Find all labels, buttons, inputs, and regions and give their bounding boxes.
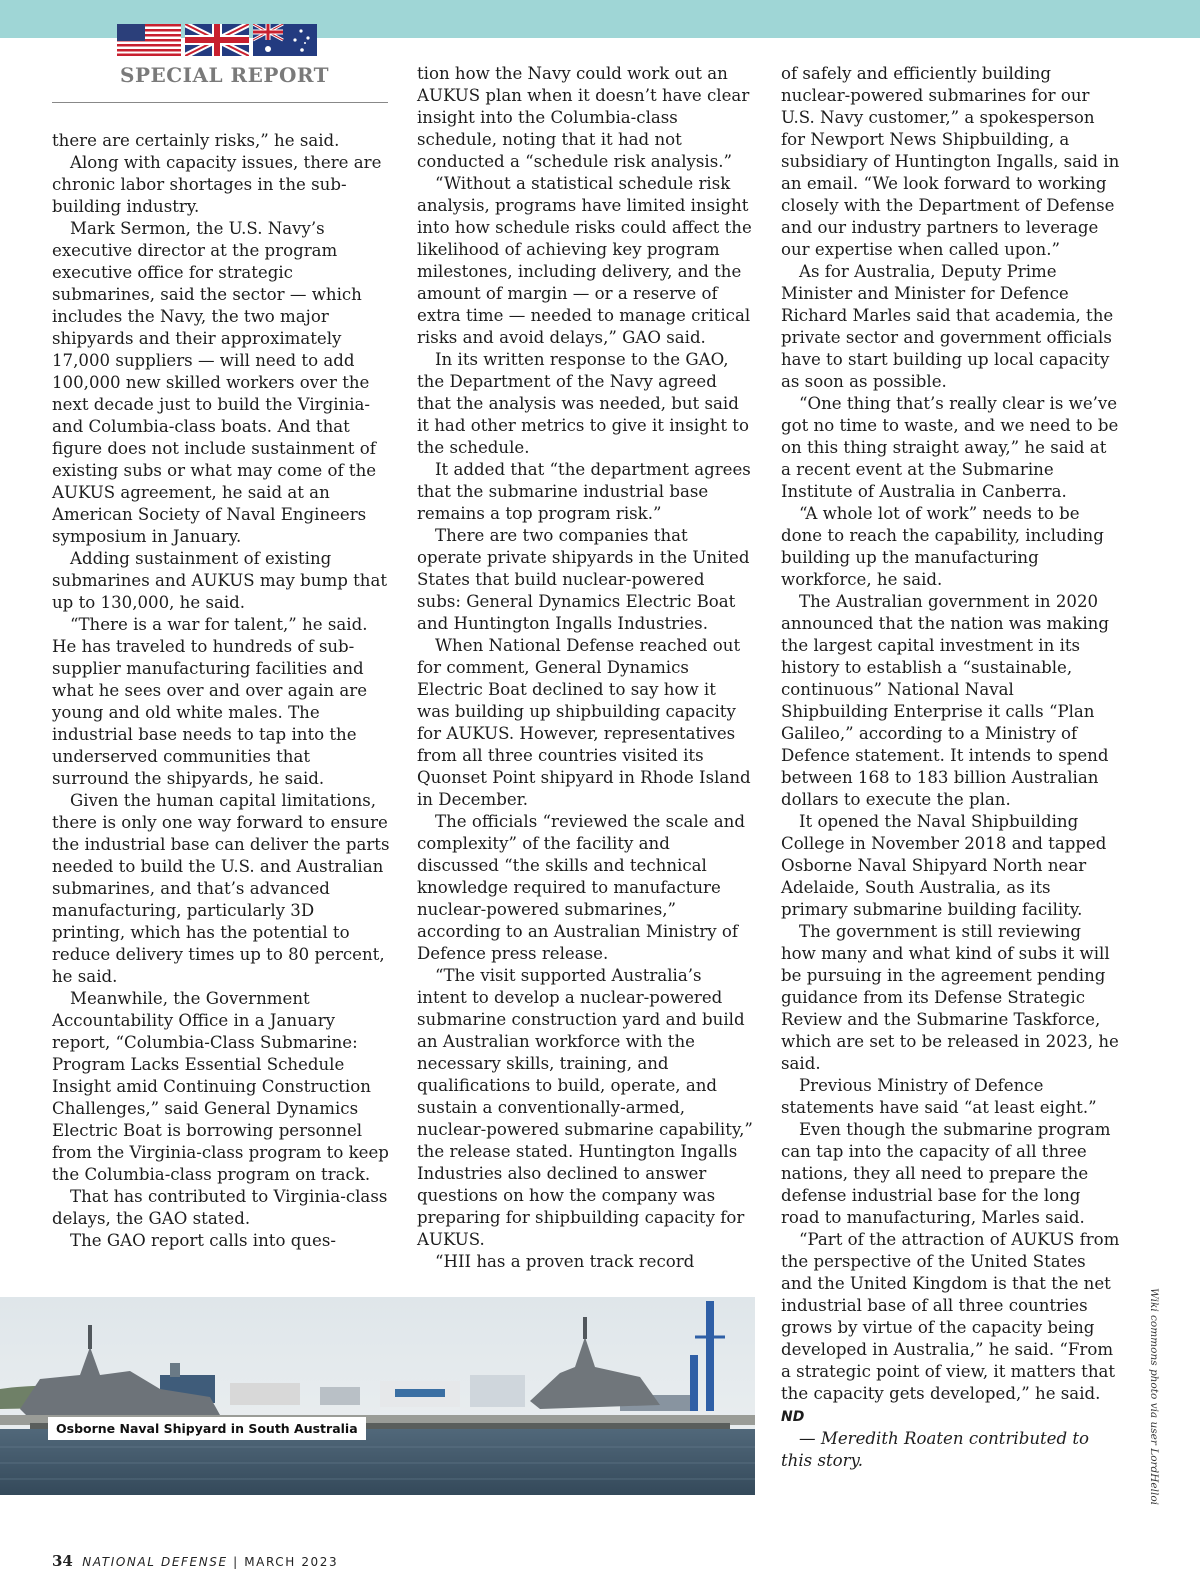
article-column-1: [52, 130, 390, 1252]
final-paragraph-text: “Part of the attraction of AUKUS from the perspective of the United States and the United Kingdom is that the net industrial base of all three countries grows by virtue of the capacity being developed in Australia,” he said. “From a strategic point of view, it matters that the capacity gets developed,” he said.: [781, 1230, 1120, 1403]
footer-separator: |: [233, 1555, 239, 1569]
paragraph: Previous Ministry of Defence statements have said “at least eight.”: [781, 1076, 1097, 1117]
paragraph: tion how the Navy could work out an AUKUS plan when it doesn’t have clear insight into the Columbia-class schedule, noting that it had not conducted a “schedule risk analysis.”: [417, 64, 750, 171]
paragraph: The Australian government in 2020 announced that the nation was making the largest capital investment in its history to establish a “sustainable, continuous” National Naval Shipbuilding Enterprise it calls “Plan Galileo,” according to a Ministry of Defence statement. It intends to spend between 168 to 183 billion Australian dollars to execute the plan.: [781, 592, 1109, 809]
section-divider: [52, 102, 388, 103]
article-column-3: [781, 63, 1121, 1472]
shipyard-photo: [0, 1297, 755, 1495]
paragraph: Given the human capital limitations, there is only one way forward to ensure the industrial base can deliver the parts needed to build the U.S. and Australian submarines, and that’s advanced manufacturing, particularly 3D printing, which has the potential to reduce delivery times up to 80 percent, he said.: [52, 791, 390, 986]
page-footer: [52, 1552, 338, 1570]
flag-strip: [117, 24, 317, 56]
article-column-2: [417, 63, 753, 1273]
photo-credit: Wiki commons photo via user LordHelloi: [1148, 1288, 1160, 1506]
paragraph: of safely and efficiently building nuclear-powered submarines for our U.S. Navy customer,” a spokesperson for Newport News Shipbuilding, a subsidiary of Huntington Ingalls, said in an email. “We look forward to working closely with the Department of Defense and our industry partners to leverage our expertise when called upon.”: [781, 64, 1120, 259]
paragraph: “HII has a proven track record: [435, 1252, 695, 1271]
paragraph: “One thing that’s really clear is we’ve got no time to waste, and we need to be on this thing straight away,” he said at a recent event at the Submarine Institute of Australia in Canberra.: [781, 394, 1119, 501]
section-title: SPECIAL REPORT: [120, 63, 330, 87]
paragraph: “A whole lot of work” needs to be done to reach the capability, including building up the manufacturing workforce, he said.: [781, 504, 1104, 589]
paragraph: “The visit supported Australia’s intent to develop a nuclear-powered submarine construction yard and build an Australian workforce with the necessary skills, training, and qualifications to build, operate, and sustain a conventionally-armed, nuclear-powered submarine capability,” the release stated. Huntington Ingalls Industries also declined to answer questions on how the company was preparing for shipbuilding capacity for AUKUS.: [417, 966, 753, 1249]
end-mark: ND: [781, 1409, 805, 1425]
shipyard-scene: [0, 1297, 755, 1495]
paragraph: there are certainly risks,” he said.: [52, 131, 340, 150]
paragraph: As for Australia, Deputy Prime Minister and Minister for Defence Richard Marles said that academia, the private sector and government officials have to start building up local capacity as soon as possible.: [781, 262, 1114, 391]
us-flag-icon: [117, 24, 181, 56]
page-number: 34: [52, 1552, 73, 1570]
issue-date: MARCH 2023: [244, 1555, 339, 1569]
paragraph: “Without a statistical schedule risk analysis, programs have limited insight into how schedule risks could affect the likelihood of achieving key program milestones, including delivery, and the amount of margin — or a reserve of extra time — needed to manage critical risks and avoid delays,” GAO said.: [417, 174, 752, 347]
magazine-name: NATIONAL DEFENSE: [82, 1555, 228, 1569]
paragraph: Mark Sermon, the U.S. Navy’s executive director at the program executive office for strategic submarines, said the sector — which includes the Navy, the two major shipyards and their approximately 17,000 suppliers — will need to add 100,000 new skilled workers over the next decade just to build the Virginia- and Columbia-class boats. And that figure does not include sustainment of existing subs or what may come of the AUKUS agreement, he said at an American Society of Naval Engineers symposium in January.: [52, 219, 377, 546]
paragraph: Adding sustainment of existing submarines and AUKUS may bump that up to 130,000, he said.: [52, 549, 388, 612]
paragraph: The officials “reviewed the scale and complexity” of the facility and discussed “the skills and technical knowledge required to manufacture nuclear-powered submarines,” according to an Australian Ministry of Defence press release.: [417, 812, 745, 963]
paragraph: It opened the Naval Shipbuilding College in November 2018 and tapped Osborne Naval Shipyard North near Adelaide, South Australia, as its primary submarine building facility.: [781, 812, 1107, 919]
paragraph: Even though the submarine program can tap into the capacity of all three nations, they all need to prepare the defense industrial base for the long road to manufacturing, Marles said.: [781, 1120, 1111, 1227]
paragraph: It added that “the department agrees that the submarine industrial base remains a top program risk.”: [417, 460, 751, 523]
paragraph: [781, 1229, 1121, 1428]
paragraph: There are two companies that operate private shipyards in the United States that build nuclear-powered subs: General Dynamics Electric Boat and Huntington Ingalls Industries.: [417, 526, 750, 633]
paragraph: Meanwhile, the Government Accountability Office in a January report, “Columbia-Class Submarine: Program Lacks Essential Schedule Insight amid Continuing Construction Challenges,” said General Dynamics Electric Boat is borrowing personnel from the Virginia-class program to keep the Columbia-class program on track.: [52, 989, 389, 1184]
paragraph: When National Defense reached out for comment, General Dynamics Electric Boat declined to say how it was building up shipbuilding capacity for AUKUS. However, representatives from all three countries visited its Quonset Point shipyard in Rhode Island in December.: [417, 636, 751, 809]
paragraph: The government is still reviewing how many and what kind of subs it will be pursuing in the agreement pending guidance from its Defense Strategic Review and the Submarine Taskforce, which are set to be released in 2023, he said.: [781, 922, 1119, 1073]
paragraph: “There is a war for talent,” he said. He has traveled to hundreds of sub-supplier manufacturing facilities and what he sees over and over again are young and old white males. The industrial base needs to tap into the underserved communities that surround the shipyards, he said.: [52, 615, 368, 788]
photo-caption: Osborne Naval Shipyard in South Australia: [48, 1417, 366, 1440]
paragraph: The GAO report calls into ques-: [70, 1231, 336, 1250]
contributor-byline: — Meredith Roaten contributed to this story.: [781, 1429, 1090, 1470]
paragraph: In its written response to the GAO, the Department of the Navy agreed that the analysis was needed, but said it had other metrics to give it insight to the schedule.: [417, 350, 749, 457]
paragraph: Along with capacity issues, there are chronic labor shortages in the sub-building industry.: [52, 153, 382, 216]
uk-flag-icon: [185, 24, 249, 56]
paragraph: That has contributed to Virginia-class delays, the GAO stated.: [52, 1187, 388, 1228]
australia-flag-icon: [253, 24, 317, 56]
